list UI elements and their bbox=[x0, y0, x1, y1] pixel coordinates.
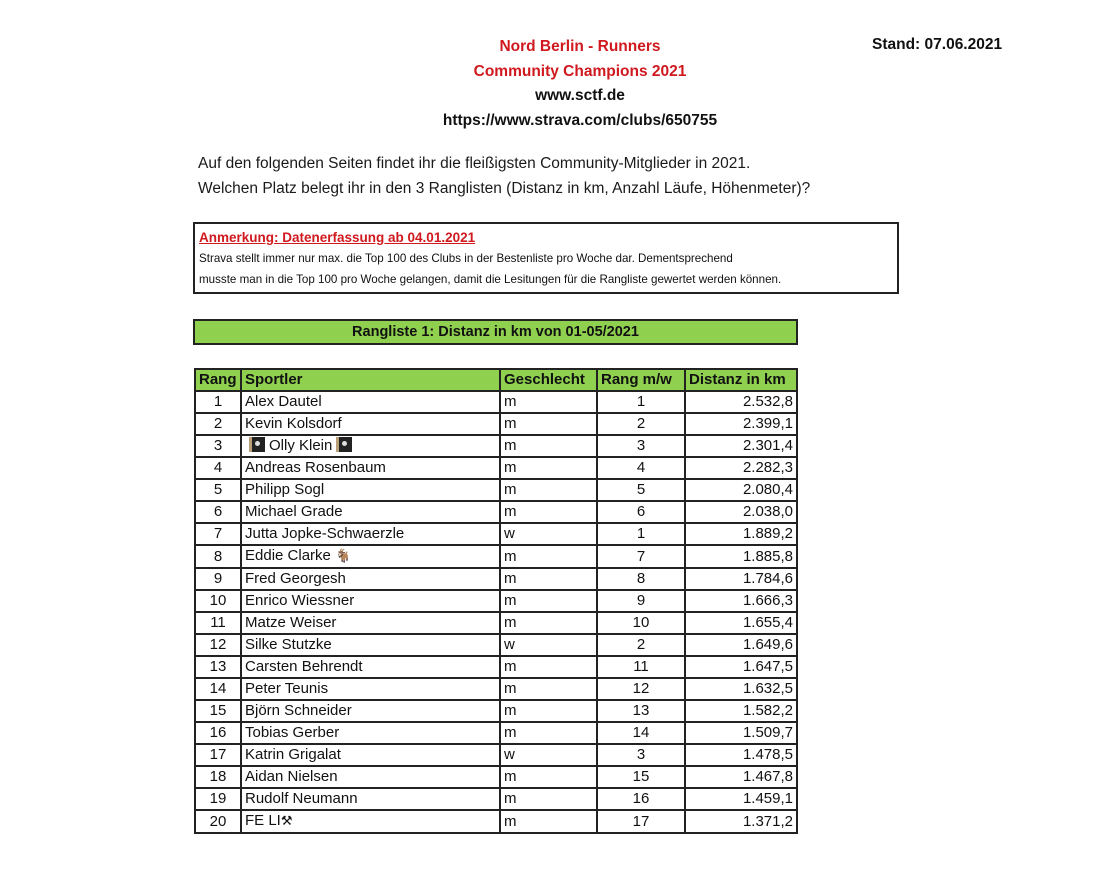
note-heading: Anmerkung: Datenerfassung ab 04.01.2021 bbox=[199, 230, 476, 245]
athlete-name: Katrin Grigalat bbox=[245, 746, 341, 763]
cell-sportler bbox=[241, 634, 500, 656]
cell-geschlecht: m bbox=[500, 810, 597, 833]
cell-geschlecht: m bbox=[500, 700, 597, 722]
cell-sportler bbox=[241, 523, 500, 545]
cell-rang-mw: 7 bbox=[597, 545, 685, 568]
table-row bbox=[195, 634, 797, 656]
table-row bbox=[195, 678, 797, 700]
cell-rang: 6 bbox=[195, 501, 241, 523]
cell-rang-mw: 8 bbox=[597, 568, 685, 590]
cell-distanz: 1.467,8 bbox=[685, 766, 797, 788]
goat-icon: 🐐 bbox=[330, 549, 352, 564]
cell-geschlecht: m bbox=[500, 391, 597, 413]
cell-geschlecht: m bbox=[500, 479, 597, 501]
cell-sportler bbox=[241, 612, 500, 634]
cell-distanz: 2.399,1 bbox=[685, 413, 797, 435]
cell-rang: 8 bbox=[195, 545, 241, 568]
athlete-name: Philipp Sogl bbox=[245, 481, 325, 498]
cell-rang: 10 bbox=[195, 590, 241, 612]
ranking-header-row bbox=[195, 369, 797, 391]
cell-geschlecht: m bbox=[500, 413, 597, 435]
athlete-name: Matze Weiser bbox=[245, 614, 337, 631]
column-header-rang: Rang bbox=[195, 369, 241, 391]
cell-rang-mw: 3 bbox=[597, 744, 685, 766]
athlete-name: Andreas Rosenbaum bbox=[245, 459, 386, 476]
stand-date: Stand: 07.06.2021 bbox=[872, 36, 1003, 53]
cell-geschlecht: w bbox=[500, 744, 597, 766]
cell-geschlecht: m bbox=[500, 612, 597, 634]
cell-distanz: 2.080,4 bbox=[685, 479, 797, 501]
cell-sportler bbox=[241, 590, 500, 612]
cell-rang-mw: 13 bbox=[597, 700, 685, 722]
athlete-name: Aidan Nielsen bbox=[245, 768, 338, 785]
cell-rang: 13 bbox=[195, 656, 241, 678]
website-link[interactable]: www.sctf.de bbox=[535, 87, 625, 104]
cell-distanz: 1.784,6 bbox=[685, 568, 797, 590]
intro-line-2: Welchen Platz belegt ihr in den 3 Ranglisten (Distanz in km, Anzahl Läufe, Höhenmeter)? bbox=[198, 180, 811, 197]
table-row bbox=[195, 545, 797, 568]
cell-rang: 3 bbox=[195, 435, 241, 457]
cell-rang: 12 bbox=[195, 634, 241, 656]
cell-distanz: 1.632,5 bbox=[685, 678, 797, 700]
cell-rang: 20 bbox=[195, 810, 241, 833]
cell-rang: 15 bbox=[195, 700, 241, 722]
cell-sportler bbox=[241, 568, 500, 590]
cell-sportler bbox=[241, 457, 500, 479]
cell-sportler bbox=[241, 545, 500, 568]
cell-sportler bbox=[241, 810, 500, 833]
athlete-name: Michael Grade bbox=[245, 503, 343, 520]
athlete-name: Fred Georgesh bbox=[245, 570, 346, 587]
athlete-name: Carsten Behrendt bbox=[245, 658, 363, 675]
cell-distanz: 1.478,5 bbox=[685, 744, 797, 766]
cell-geschlecht: m bbox=[500, 435, 597, 457]
cell-rang-mw: 4 bbox=[597, 457, 685, 479]
column-header-sportler: Sportler bbox=[241, 369, 500, 391]
cell-rang: 17 bbox=[195, 744, 241, 766]
cell-sportler bbox=[241, 744, 500, 766]
table-row bbox=[195, 568, 797, 590]
table-row bbox=[195, 766, 797, 788]
cell-distanz: 2.301,4 bbox=[685, 435, 797, 457]
cell-sportler bbox=[241, 766, 500, 788]
cell-distanz: 1.582,2 bbox=[685, 700, 797, 722]
athlete-name: Peter Teunis bbox=[245, 680, 329, 697]
pirate-flag-icon bbox=[336, 437, 352, 452]
cell-distanz: 1.885,8 bbox=[685, 545, 797, 568]
cell-geschlecht: w bbox=[500, 634, 597, 656]
note-line-2: musste man in die Top 100 pro Woche gelangen, damit die Lesitungen für die Rangliste gewertet werden können. bbox=[199, 273, 782, 286]
ranking-title: Rangliste 1: Distanz in km von 01-05/2021 bbox=[193, 319, 798, 345]
table-row bbox=[195, 700, 797, 722]
cell-rang: 2 bbox=[195, 413, 241, 435]
cell-distanz: 1.655,4 bbox=[685, 612, 797, 634]
cell-rang: 19 bbox=[195, 788, 241, 810]
cell-sportler bbox=[241, 501, 500, 523]
cell-sportler bbox=[241, 391, 500, 413]
table-row bbox=[195, 413, 797, 435]
cell-geschlecht: m bbox=[500, 788, 597, 810]
athlete-name: Kevin Kolsdorf bbox=[245, 415, 342, 432]
cell-rang: 7 bbox=[195, 523, 241, 545]
table-row bbox=[195, 612, 797, 634]
cell-sportler bbox=[241, 722, 500, 744]
cell-geschlecht: m bbox=[500, 501, 597, 523]
hammer-pick-icon: ⚒ bbox=[280, 814, 293, 829]
table-row bbox=[195, 435, 797, 457]
cell-geschlecht: m bbox=[500, 678, 597, 700]
column-header-distanz: Distanz in km bbox=[685, 369, 797, 391]
table-row bbox=[195, 744, 797, 766]
ranking-table bbox=[194, 368, 798, 834]
table-row bbox=[195, 590, 797, 612]
note-line-1: Strava stellt immer nur max. die Top 100 des Clubs in der Bestenliste pro Woche dar. Dementsprechend bbox=[199, 252, 733, 265]
athlete-name: Enrico Wiessner bbox=[245, 592, 355, 609]
table-row bbox=[195, 391, 797, 413]
cell-geschlecht: m bbox=[500, 590, 597, 612]
athlete-name: Olly Klein bbox=[269, 437, 333, 454]
cell-rang: 18 bbox=[195, 766, 241, 788]
cell-distanz: 2.038,0 bbox=[685, 501, 797, 523]
cell-rang-mw: 10 bbox=[597, 612, 685, 634]
table-row bbox=[195, 656, 797, 678]
cell-sportler bbox=[241, 700, 500, 722]
cell-rang-mw: 1 bbox=[597, 523, 685, 545]
cell-distanz: 2.532,8 bbox=[685, 391, 797, 413]
cell-rang-mw: 14 bbox=[597, 722, 685, 744]
cell-rang-mw: 2 bbox=[597, 413, 685, 435]
athlete-name: Tobias Gerber bbox=[245, 724, 340, 741]
table-row bbox=[195, 501, 797, 523]
cell-geschlecht: m bbox=[500, 766, 597, 788]
club-name: Nord Berlin - Runners bbox=[499, 38, 661, 55]
cell-rang: 1 bbox=[195, 391, 241, 413]
cell-distanz: 1.889,2 bbox=[685, 523, 797, 545]
cell-rang-mw: 5 bbox=[597, 479, 685, 501]
cell-rang-mw: 6 bbox=[597, 501, 685, 523]
cell-distanz: 1.371,2 bbox=[685, 810, 797, 833]
cell-rang-mw: 12 bbox=[597, 678, 685, 700]
cell-sportler bbox=[241, 678, 500, 700]
cell-distanz: 1.649,6 bbox=[685, 634, 797, 656]
cell-sportler bbox=[241, 788, 500, 810]
table-row bbox=[195, 810, 797, 833]
athlete-name: Eddie Clarke bbox=[245, 547, 331, 564]
cell-rang-mw: 3 bbox=[597, 435, 685, 457]
cell-rang-mw: 17 bbox=[597, 810, 685, 833]
cell-rang-mw: 16 bbox=[597, 788, 685, 810]
cell-rang: 16 bbox=[195, 722, 241, 744]
cell-distanz: 1.459,1 bbox=[685, 788, 797, 810]
table-row bbox=[195, 457, 797, 479]
cell-sportler bbox=[241, 656, 500, 678]
cell-rang-mw: 9 bbox=[597, 590, 685, 612]
table-row bbox=[195, 788, 797, 810]
cell-sportler bbox=[241, 479, 500, 501]
document-title-block bbox=[380, 35, 780, 133]
cell-distanz: 2.282,3 bbox=[685, 457, 797, 479]
cell-geschlecht: m bbox=[500, 722, 597, 744]
table-row bbox=[195, 523, 797, 545]
column-header-rang-mw: Rang m/w bbox=[597, 369, 685, 391]
cell-geschlecht: w bbox=[500, 523, 597, 545]
document-subtitle: Community Champions 2021 bbox=[473, 62, 687, 80]
cell-distanz: 1.666,3 bbox=[685, 590, 797, 612]
cell-distanz: 1.647,5 bbox=[685, 656, 797, 678]
note-box bbox=[193, 222, 899, 294]
table-row bbox=[195, 722, 797, 744]
strava-link[interactable]: https://www.strava.com/clubs/650755 bbox=[442, 111, 718, 129]
athlete-name: Jutta Jopke-Schwaerzle bbox=[245, 525, 405, 542]
cell-geschlecht: m bbox=[500, 568, 597, 590]
ranking-body bbox=[195, 391, 797, 833]
column-header-geschlecht: Geschlecht bbox=[500, 369, 597, 391]
cell-geschlecht: m bbox=[500, 656, 597, 678]
cell-rang: 14 bbox=[195, 678, 241, 700]
cell-distanz: 1.509,7 bbox=[685, 722, 797, 744]
cell-rang-mw: 1 bbox=[597, 391, 685, 413]
athlete-name: Silke Stutzke bbox=[245, 636, 332, 653]
cell-rang-mw: 15 bbox=[597, 766, 685, 788]
table-row bbox=[195, 479, 797, 501]
athlete-name: FE LI bbox=[245, 812, 281, 829]
pirate-flag-icon bbox=[249, 437, 265, 452]
cell-rang-mw: 2 bbox=[597, 634, 685, 656]
cell-rang: 5 bbox=[195, 479, 241, 501]
cell-rang: 11 bbox=[195, 612, 241, 634]
cell-rang: 9 bbox=[195, 568, 241, 590]
cell-geschlecht: m bbox=[500, 545, 597, 568]
cell-geschlecht: m bbox=[500, 457, 597, 479]
cell-sportler bbox=[241, 435, 500, 457]
cell-rang: 4 bbox=[195, 457, 241, 479]
intro-line-1: Auf den folgenden Seiten findet ihr die fleißigsten Community-Mitglieder in 2021. bbox=[198, 155, 751, 172]
cell-sportler bbox=[241, 413, 500, 435]
athlete-name: Alex Dautel bbox=[245, 393, 322, 410]
intro-text bbox=[198, 151, 810, 201]
athlete-name: Björn Schneider bbox=[245, 702, 352, 719]
cell-rang-mw: 11 bbox=[597, 656, 685, 678]
athlete-name: Rudolf Neumann bbox=[245, 790, 358, 807]
